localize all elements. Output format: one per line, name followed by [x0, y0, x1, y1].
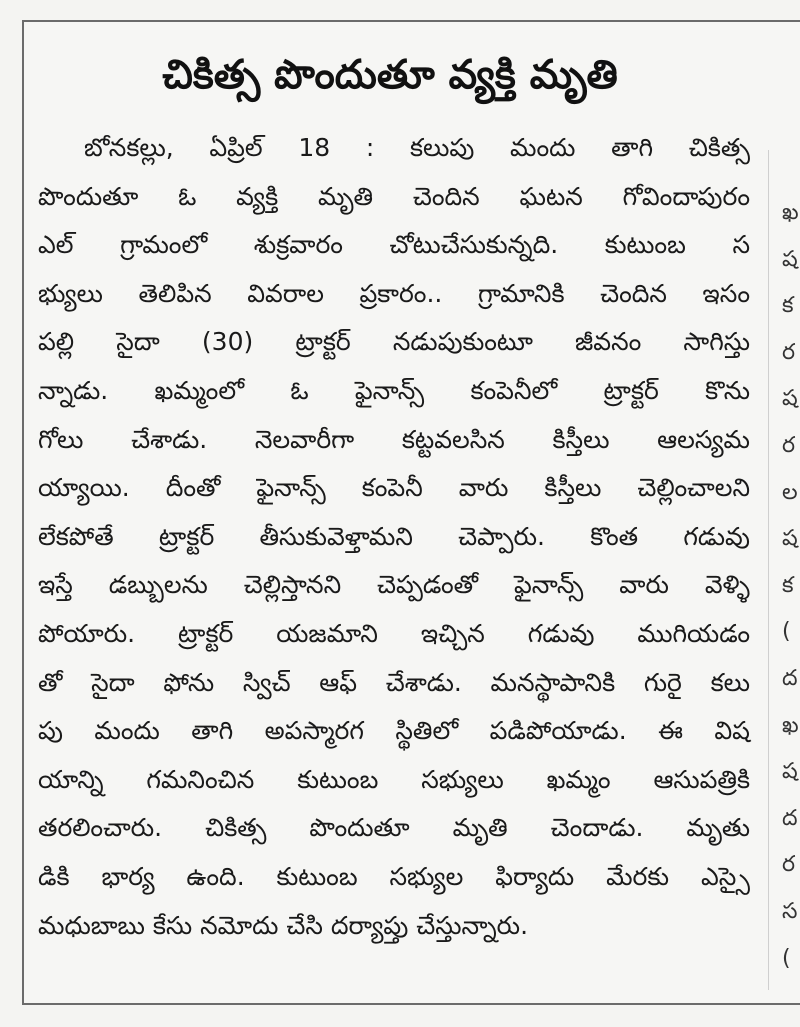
- column-divider: [768, 150, 769, 990]
- adjacent-column-glyph: ర: [782, 339, 796, 365]
- adjacent-column-glyph: ద: [782, 665, 798, 691]
- article-line: న్నాడు. ఖమ్మంలో ఓ ఫైనాన్స్ కంపెనీలో ట్రాక్టర్ కొను: [38, 375, 750, 405]
- adjacent-column-glyph: ఖ: [782, 712, 799, 738]
- adjacent-column-glyph: క: [782, 293, 794, 319]
- adjacent-column-fragment: [782, 190, 800, 982]
- headline: చికిత్స పొందుతూ వ్యక్తి మృతి: [162, 52, 618, 98]
- adjacent-column-glyph: ష: [782, 386, 798, 412]
- article-line: ఇస్తే డబ్బులను చెల్లిస్తానని చెప్పడంతో ఫైనాన్స్ వారు వెళ్ళి: [38, 570, 750, 600]
- adjacent-column-glyph: ష: [782, 246, 798, 272]
- article-line: భ్యులు తెలిపిన వివరాల ప్రకారం.. గ్రామానికి చెందిన ఇసం: [38, 278, 750, 308]
- article-line: ఎల్ గ్రామంలో శుక్రవారం చోటుచేసుకున్నది. కుటుంబ స: [38, 230, 750, 260]
- adjacent-column-glyph: క: [782, 572, 794, 598]
- article-line: గోలు చేశాడు. నెలవారీగా కట్టవలసిన కిస్తీలు ఆలస్యమ: [38, 424, 750, 454]
- adjacent-column-glyph: ఖ: [782, 200, 799, 225]
- adjacent-column-glyph: ర: [782, 432, 796, 458]
- article-line: యాన్ని గమనించిన కుటుంబ సభ్యులు ఖమ్మం ఆసుపత్రికి: [38, 764, 750, 794]
- article-line: పొందుతూ ఓ వ్యక్తి మృతి చెందిన ఘటన గోవిందాపురం: [38, 181, 750, 211]
- article-line: మధుబాబు కేసు నమోదు చేసి దర్యాప్తు చేస్తున్నారు.: [38, 910, 529, 940]
- adjacent-column-glyph: స: [782, 898, 798, 924]
- adjacent-column-glyph: ష: [782, 526, 798, 552]
- article-body: [38, 124, 750, 950]
- adjacent-column-glyph: ల: [782, 479, 798, 505]
- article-line: పోయారు. ట్రాక్టర్ యజమాని ఇచ్చిన గడువు ముగియడం: [38, 618, 750, 648]
- adjacent-column-glyph: ష: [782, 759, 798, 785]
- adjacent-column-glyph: (: [782, 945, 791, 971]
- article-line: తో సైదా ఫోను స్విచ్ ఆఫ్ చేశాడు. మనస్థాపానికి గురై కలు: [38, 667, 750, 697]
- adjacent-column-glyph: ద: [782, 805, 798, 831]
- article-line: బోనకల్లు, ఏప్రిల్ 18 : కలుపు మందు తాగి చికిత్స: [84, 133, 750, 162]
- article-line: తరలించారు. చికిత్స పొందుతూ మృతి చెందాడు. మృతు: [38, 813, 750, 843]
- article-line: పు మందు తాగి అపస్మారగ స్థితిలో పడిపోయాడు. ఈ విష: [38, 716, 750, 746]
- article-line: య్యాయి. దీంతో ఫైనాన్స్ కంపెనీ వారు కిస్తీలు చెల్లించాలని: [38, 473, 750, 503]
- article-line: డికి భార్య ఉంది. కుటుంబ సభ్యుల ఫిర్యాదు మేరకు ఎస్సై: [38, 861, 750, 891]
- adjacent-column-glyph: ర: [782, 852, 796, 878]
- adjacent-column-glyph: (: [782, 619, 791, 645]
- article-line: లేకపోతే ట్రాక్టర్ తీసుకువెళ్తామని చెప్పారు. కొంత గడువు: [38, 521, 750, 551]
- article-line: పల్లి సైదా (30) ట్రాక్టర్ నడుపుకుంటూ జీవనం సాగిస్తు: [38, 327, 750, 357]
